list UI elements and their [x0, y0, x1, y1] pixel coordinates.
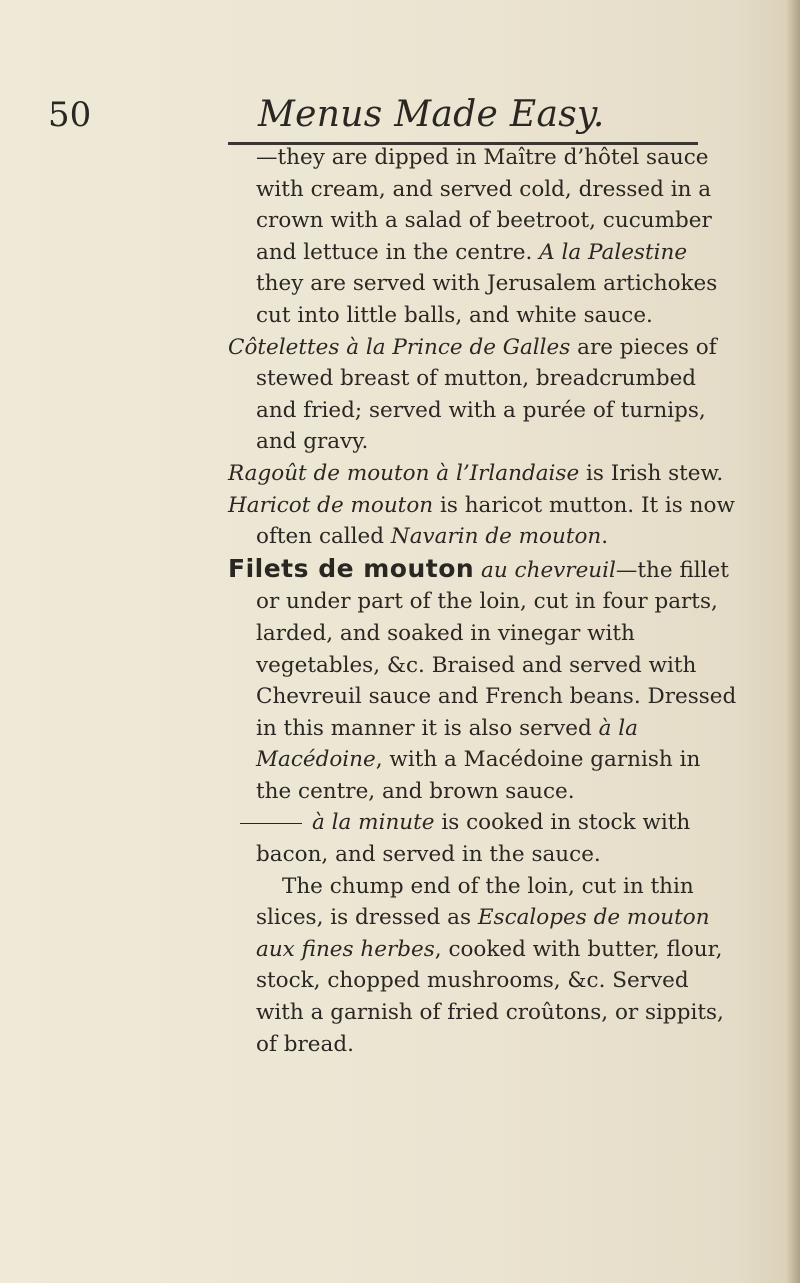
page-header — [48, 90, 708, 140]
paragraph-minute — [0, 807, 738, 870]
p5-italic-chevreuil: au chevreuil — [474, 557, 616, 583]
p1-text-a: —they are dipped in Maître d’hôtel sauce with cream, and served cold, dressed in a crown with a salad of beetroot, cucumber and lettuce in the centre. — [256, 145, 712, 265]
p5-italic-macedoine: à la Macédoine — [256, 715, 638, 773]
p5-text-e: , with a Macédoine garnish in the centre, and brown sauce. — [256, 747, 701, 804]
p3-text: is Irish stew. — [579, 460, 724, 486]
p3-italic-term: Ragoût de mouton à l’Irlandaise — [228, 460, 580, 486]
page-edge-shadow — [786, 0, 800, 1283]
paragraph-cotelettes — [0, 332, 738, 458]
p5-text-c: —the fillet or under part of the loin, cut in four parts, larded, and soaked in vinegar with vegetables, &c. Braised and served with Chevreuil sauce and French beans. Dressed in this manner it is also served — [256, 557, 737, 741]
paragraph-filets — [0, 553, 738, 808]
paragraph-continuation — [228, 142, 738, 332]
ditto-dash — [240, 823, 302, 824]
body-text — [228, 142, 738, 1060]
p5-bold-heading: Filets de mouton — [228, 553, 475, 583]
p2-text: are pieces of stewed breast of mutton, breadcrumbed and fried; served with a purée of turnips, and gravy. — [256, 334, 717, 455]
p4-italic-navarin: Navarin de mouton — [390, 524, 602, 550]
p1-text-c: they are served with Jerusalem artichokes cut into little balls, and white sauce. — [256, 271, 718, 328]
running-title: Menus Made Easy. — [258, 94, 605, 135]
p4-text-d: . — [601, 524, 609, 550]
p6-italic-term: à la minute — [312, 810, 435, 836]
p7-text-c: , cooked with butter, flour, stock, chopped mushrooms, &c. Served with a garnish of fried croûtons, or sippits, of bread. — [256, 936, 724, 1057]
paragraph-chump — [228, 871, 738, 1061]
p7-text-a: The chump end of the loin, cut in thin slices, is dressed as — [256, 873, 694, 931]
paragraph-ragout — [0, 458, 738, 490]
p7-italic-escalopes: Escalopes de mouton aux fines herbes — [256, 905, 710, 962]
paragraph-haricot — [0, 490, 738, 553]
p1-italic-palestine: A la Palestine — [539, 239, 688, 265]
page-number: 50 — [48, 95, 92, 135]
p6-text: is cooked in stock with bacon, and served in the sauce. — [256, 810, 691, 868]
p4-text-b: is haricot mutton. It is now often called — [256, 492, 735, 550]
p2-italic-term: Côtelettes à la Prince de Galles — [228, 334, 571, 360]
p4-italic-term: Haricot de mouton — [228, 492, 434, 518]
